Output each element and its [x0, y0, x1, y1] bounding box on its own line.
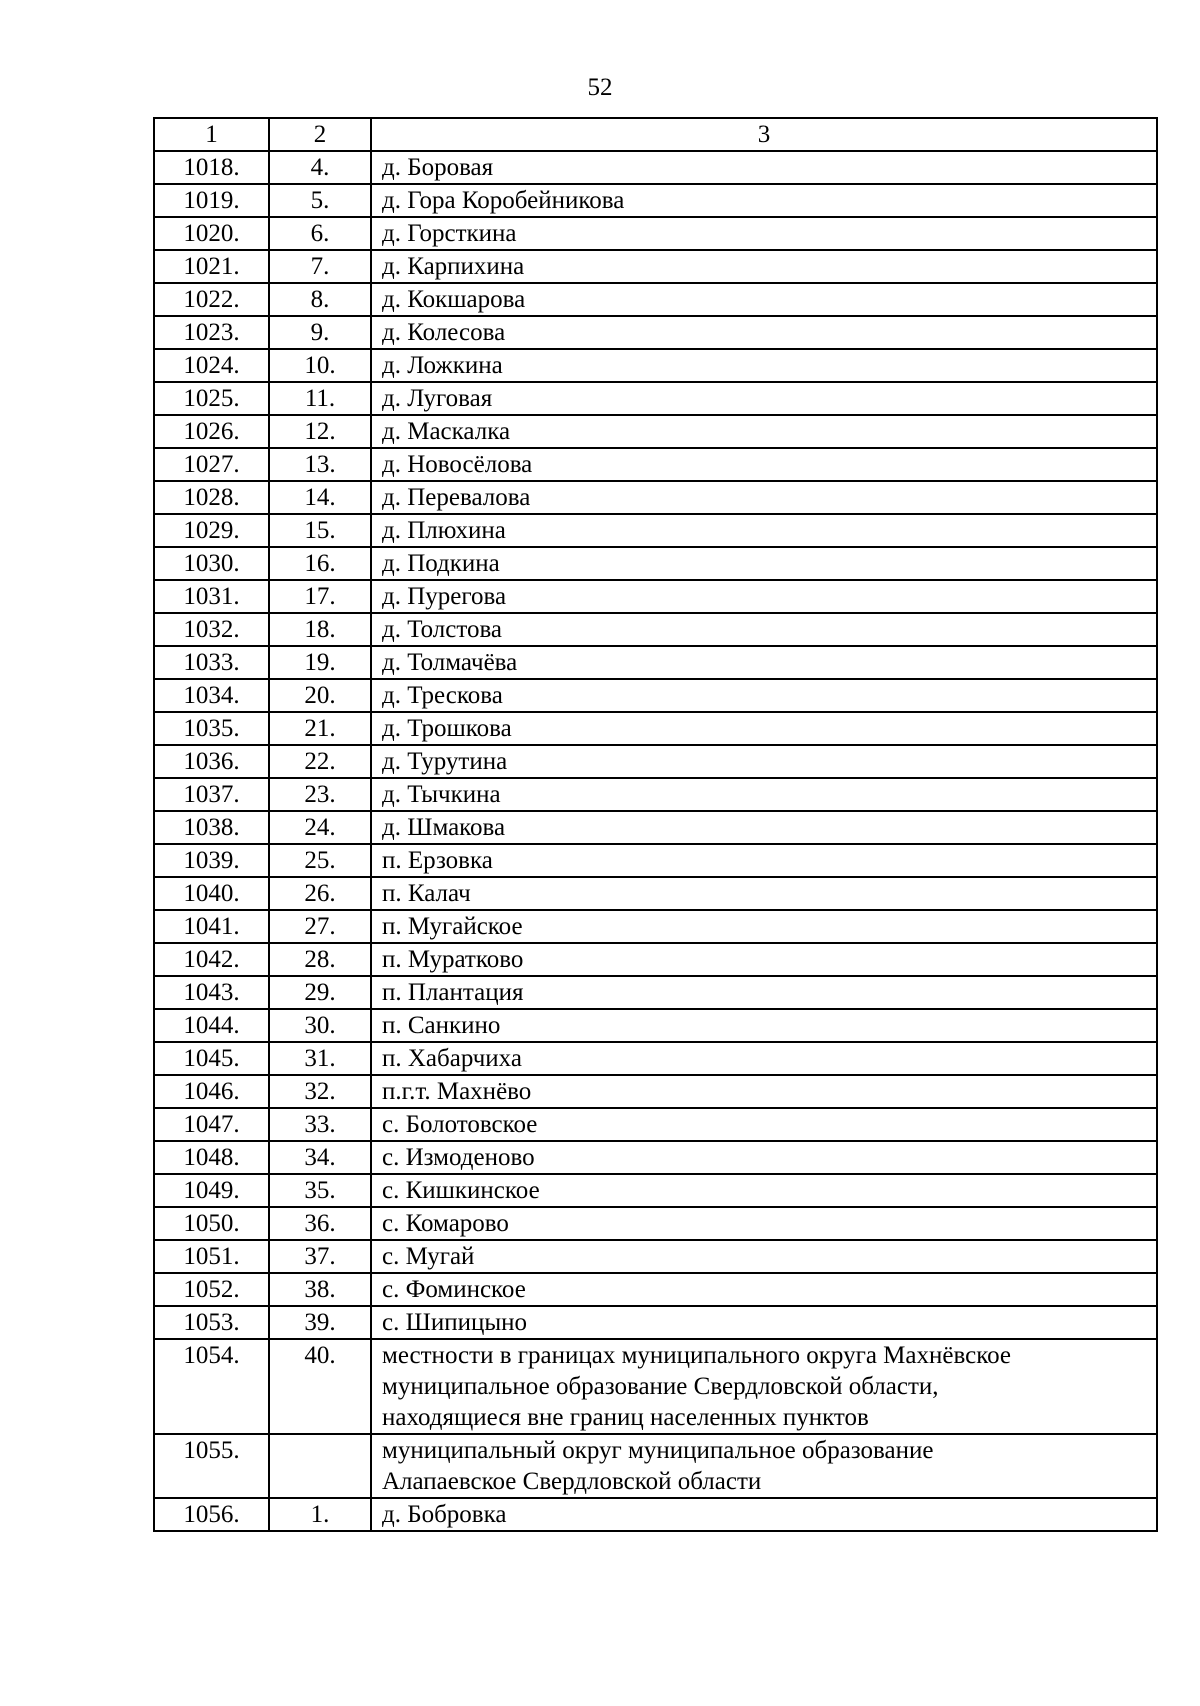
settlement-name-cell: д. Трошкова: [371, 712, 1157, 745]
row-number-cell: 1036.: [154, 745, 269, 778]
row-number-cell: 1052.: [154, 1273, 269, 1306]
sub-number-cell: [269, 1434, 371, 1498]
sub-number-cell: 9.: [269, 316, 371, 349]
sub-number-cell: 38.: [269, 1273, 371, 1306]
sub-number-cell: 27.: [269, 910, 371, 943]
table-row: [154, 151, 1157, 184]
row-number-cell: 1031.: [154, 580, 269, 613]
settlement-name-cell: п. Плантация: [371, 976, 1157, 1009]
settlement-name-cell: д. Пурегова: [371, 580, 1157, 613]
table-row: [154, 448, 1157, 481]
table-row: [154, 811, 1157, 844]
sub-number-cell: 34.: [269, 1141, 371, 1174]
settlement-name-cell: [371, 1339, 1157, 1434]
row-number-cell: 1055.: [154, 1434, 269, 1498]
table-row: [154, 646, 1157, 679]
table-row: [154, 250, 1157, 283]
settlement-name-line: находящиеся вне границ населенных пунктов: [382, 1404, 869, 1431]
settlement-name-cell: д. Тычкина: [371, 778, 1157, 811]
table-row: [154, 1042, 1157, 1075]
settlement-name-cell: с. Фоминское: [371, 1273, 1157, 1306]
table-row: [154, 910, 1157, 943]
settlement-name-cell: с. Шипицыно: [371, 1306, 1157, 1339]
sub-number-cell: 26.: [269, 877, 371, 910]
settlement-name-cell: д. Подкина: [371, 547, 1157, 580]
row-number-cell: 1020.: [154, 217, 269, 250]
row-number-cell: 1026.: [154, 415, 269, 448]
table-row: [154, 382, 1157, 415]
table-row: [154, 943, 1157, 976]
settlement-name-cell: д. Колесова: [371, 316, 1157, 349]
sub-number-cell: 11.: [269, 382, 371, 415]
row-number-cell: 1048.: [154, 1141, 269, 1174]
settlement-name-cell: с. Мугай: [371, 1240, 1157, 1273]
sub-number-cell: 5.: [269, 184, 371, 217]
table-row: [154, 1273, 1157, 1306]
sub-number-cell: 28.: [269, 943, 371, 976]
row-number-cell: 1029.: [154, 514, 269, 547]
settlement-name-cell: д. Перевалова: [371, 481, 1157, 514]
settlement-name-cell: п. Санкино: [371, 1009, 1157, 1042]
row-number-cell: 1038.: [154, 811, 269, 844]
table-row: [154, 1240, 1157, 1273]
sub-number-cell: 13.: [269, 448, 371, 481]
table-row: [154, 184, 1157, 217]
settlement-name-cell: п. Калач: [371, 877, 1157, 910]
row-number-cell: 1050.: [154, 1207, 269, 1240]
settlement-name-cell: [371, 1434, 1157, 1498]
settlement-name-cell: д. Трескова: [371, 679, 1157, 712]
sub-number-cell: 21.: [269, 712, 371, 745]
sub-number-cell: 12.: [269, 415, 371, 448]
settlement-name-cell: д. Ложкина: [371, 349, 1157, 382]
settlement-name-line: местности в границах муниципального округа Махнёвское: [382, 1342, 1012, 1369]
row-number-cell: 1043.: [154, 976, 269, 1009]
settlement-name-cell: д. Боровая: [371, 151, 1157, 184]
page-number: 52: [587, 74, 613, 101]
table-row: [154, 1339, 1157, 1434]
header-cell-2: 2: [269, 118, 371, 151]
sub-number-cell: 29.: [269, 976, 371, 1009]
row-number-cell: 1051.: [154, 1240, 269, 1273]
settlement-name-cell: д. Толмачёва: [371, 646, 1157, 679]
table-row: [154, 1498, 1157, 1531]
table-row: [154, 547, 1157, 580]
sub-number-cell: 36.: [269, 1207, 371, 1240]
row-number-cell: 1028.: [154, 481, 269, 514]
settlement-name-cell: с. Измоденово: [371, 1141, 1157, 1174]
settlement-name-cell: п. Мугайское: [371, 910, 1157, 943]
table-row: [154, 613, 1157, 646]
sub-number-cell: 16.: [269, 547, 371, 580]
table-row: [154, 514, 1157, 547]
row-number-cell: 1025.: [154, 382, 269, 415]
header-cell-3: 3: [371, 118, 1157, 151]
table-row: [154, 1207, 1157, 1240]
sub-number-cell: 15.: [269, 514, 371, 547]
settlement-name-cell: д. Бобровка: [371, 1498, 1157, 1531]
table-row: [154, 1174, 1157, 1207]
row-number-cell: 1045.: [154, 1042, 269, 1075]
table-row: [154, 283, 1157, 316]
sub-number-cell: 17.: [269, 580, 371, 613]
row-number-cell: 1047.: [154, 1108, 269, 1141]
header-cell-1: 1: [154, 118, 269, 151]
table-body: [154, 118, 1157, 1531]
table-row: [154, 415, 1157, 448]
sub-number-cell: 24.: [269, 811, 371, 844]
row-number-cell: 1022.: [154, 283, 269, 316]
sub-number-cell: 35.: [269, 1174, 371, 1207]
row-number-cell: 1042.: [154, 943, 269, 976]
sub-number-cell: 33.: [269, 1108, 371, 1141]
settlement-name-cell: п. Муратково: [371, 943, 1157, 976]
row-number-cell: 1033.: [154, 646, 269, 679]
row-number-cell: 1019.: [154, 184, 269, 217]
table-header-row: [154, 118, 1157, 151]
row-number-cell: 1056.: [154, 1498, 269, 1531]
settlement-name-cell: д. Плюхина: [371, 514, 1157, 547]
row-number-cell: 1049.: [154, 1174, 269, 1207]
sub-number-cell: 18.: [269, 613, 371, 646]
sub-number-cell: 23.: [269, 778, 371, 811]
sub-number-cell: 6.: [269, 217, 371, 250]
sub-number-cell: 1.: [269, 1498, 371, 1531]
row-number-cell: 1037.: [154, 778, 269, 811]
sub-number-cell: 14.: [269, 481, 371, 514]
settlement-name-cell: с. Кишкинское: [371, 1174, 1157, 1207]
row-number-cell: 1032.: [154, 613, 269, 646]
settlement-name-cell: с. Болотовское: [371, 1108, 1157, 1141]
row-number-cell: 1018.: [154, 151, 269, 184]
settlement-name-cell: д. Горсткина: [371, 217, 1157, 250]
row-number-cell: 1024.: [154, 349, 269, 382]
row-number-cell: 1035.: [154, 712, 269, 745]
table-row: [154, 1075, 1157, 1108]
settlement-name-cell: с. Комарово: [371, 1207, 1157, 1240]
row-number-cell: 1021.: [154, 250, 269, 283]
settlement-name-cell: п. Ерзовка: [371, 844, 1157, 877]
row-number-cell: 1053.: [154, 1306, 269, 1339]
sub-number-cell: 39.: [269, 1306, 371, 1339]
settlement-name-cell: д. Маскалка: [371, 415, 1157, 448]
sub-number-cell: 30.: [269, 1009, 371, 1042]
sub-number-cell: 19.: [269, 646, 371, 679]
sub-number-cell: 40.: [269, 1339, 371, 1434]
sub-number-cell: 10.: [269, 349, 371, 382]
table-row: [154, 679, 1157, 712]
settlement-name-cell: п.г.т. Махнёво: [371, 1075, 1157, 1108]
table-row: [154, 745, 1157, 778]
sub-number-cell: 31.: [269, 1042, 371, 1075]
sub-number-cell: 32.: [269, 1075, 371, 1108]
table-row: [154, 778, 1157, 811]
table-row: [154, 877, 1157, 910]
row-number-cell: 1040.: [154, 877, 269, 910]
settlement-name-line: Алапаевское Свердловской области: [382, 1468, 762, 1495]
row-number-cell: 1041.: [154, 910, 269, 943]
settlement-name-cell: д. Кокшарова: [371, 283, 1157, 316]
sub-number-cell: 22.: [269, 745, 371, 778]
table-row: [154, 481, 1157, 514]
row-number-cell: 1046.: [154, 1075, 269, 1108]
settlements-table: [153, 117, 1158, 1532]
table-row: [154, 580, 1157, 613]
settlement-name-line: муниципальное образование Свердловской области,: [382, 1373, 939, 1400]
sub-number-cell: 4.: [269, 151, 371, 184]
table-row: [154, 976, 1157, 1009]
settlement-name-cell: д. Луговая: [371, 382, 1157, 415]
table-row: [154, 1141, 1157, 1174]
table-row: [154, 1306, 1157, 1339]
row-number-cell: 1023.: [154, 316, 269, 349]
settlement-name-cell: д. Гора Коробейникова: [371, 184, 1157, 217]
table-row: [154, 712, 1157, 745]
table-row: [154, 217, 1157, 250]
table-row: [154, 349, 1157, 382]
settlement-name-cell: д. Карпихина: [371, 250, 1157, 283]
sub-number-cell: 7.: [269, 250, 371, 283]
settlement-name-line: муниципальный округ муниципальное образование: [382, 1437, 934, 1464]
settlement-name-cell: д. Шмакова: [371, 811, 1157, 844]
table-row: [154, 1108, 1157, 1141]
table-row: [154, 1009, 1157, 1042]
row-number-cell: 1030.: [154, 547, 269, 580]
sub-number-cell: 37.: [269, 1240, 371, 1273]
table-row: [154, 316, 1157, 349]
row-number-cell: 1054.: [154, 1339, 269, 1434]
settlement-name-cell: п. Хабарчиха: [371, 1042, 1157, 1075]
sub-number-cell: 25.: [269, 844, 371, 877]
row-number-cell: 1044.: [154, 1009, 269, 1042]
row-number-cell: 1039.: [154, 844, 269, 877]
table-row: [154, 1434, 1157, 1498]
row-number-cell: 1034.: [154, 679, 269, 712]
settlement-name-cell: д. Турутина: [371, 745, 1157, 778]
table-row: [154, 844, 1157, 877]
row-number-cell: 1027.: [154, 448, 269, 481]
settlement-name-cell: д. Новосёлова: [371, 448, 1157, 481]
sub-number-cell: 20.: [269, 679, 371, 712]
sub-number-cell: 8.: [269, 283, 371, 316]
settlement-name-cell: д. Толстова: [371, 613, 1157, 646]
